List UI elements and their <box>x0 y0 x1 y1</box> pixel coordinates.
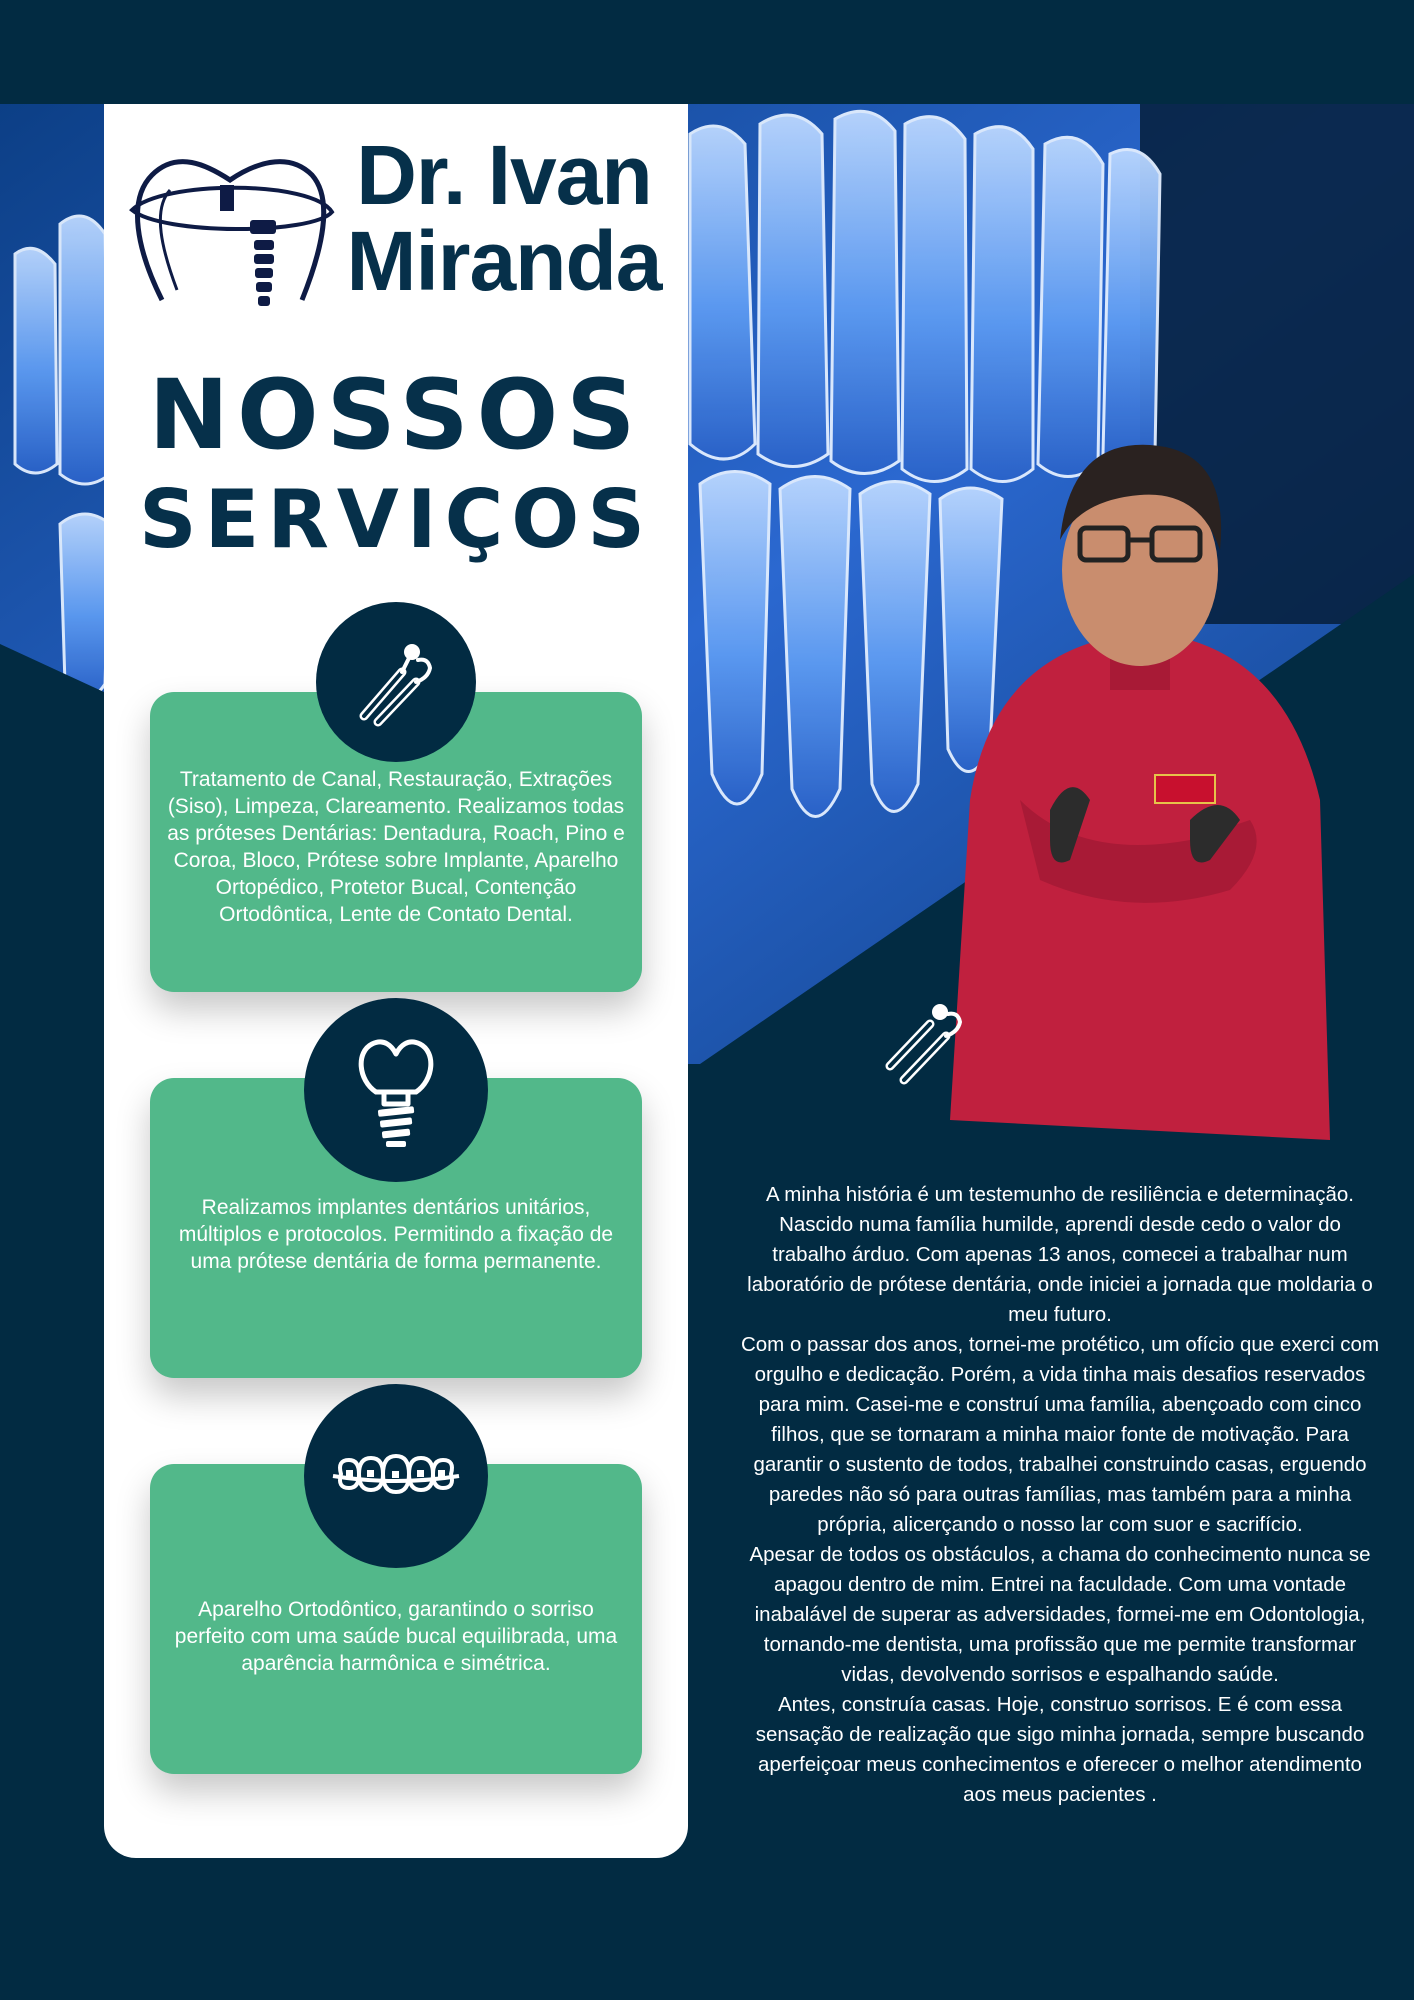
service-description: Aparelho Ortodôntico, garantindo o sorriso perfeito com uma saúde bucal equilibrada, uma aparência harmônica e simétrica. <box>174 1598 618 1675</box>
service-icon-badge <box>316 602 476 762</box>
services-title-line1: NOSSOS <box>148 359 644 471</box>
story-paragraph: Apesar de todos os obstáculos, a chama do conhecimento nunca se apagou dentro de mim. Entrei na faculdade. Com uma vontade inabalável de superar as adversidades, formei-me em Odontologia, tornando-me dentista, uma profissão que me permite transformar vidas, devolvendo sorrisos e espalhando saúde. <box>749 1543 1371 1686</box>
story-paragraph: Com o passar dos anos, tornei-me protético, um ofício que exerci com orgulho e dedicação. Porém, a vida tinha mais desafios reservados para mim. Casei-me e construí uma família, abençoado com cinco filhos, que se tornaram a minha maior fonte de motivação. Para garantir o sustento de todos, trabalhei construindo casas, erguendo paredes não só para outras famílias, mas também para a minha própria, alicerçando o nosso lar com suor e sacrifício. <box>740 1333 1380 1536</box>
story-paragraph: A minha história é um testemunho de resiliência e determinação. Nascido numa família humilde, aprendi desde cedo o valor do trabalho árduo. Com apenas 13 anos, comecei a trabalhar num laboratório de prótese dentária, onde iniciei a jornada que moldaria o meu futuro. <box>747 1183 1373 1326</box>
story-paragraph: Antes, construía casas. Hoje, construo sorrisos. E é com essa sensação de realização que sigo minha jornada, sempre buscando aperfeiçoar meus conhecimentos e oferecer o melhor atendimento aos meus pacientes . <box>755 1693 1365 1806</box>
doctor-photo <box>930 420 1350 1150</box>
service-icon-badge <box>304 1384 488 1568</box>
service-description: Realizamos implantes dentários unitários, múltiplos e protocolos. Permitindo a fixação de uma prótese dentária de forma permanente. <box>178 1196 614 1273</box>
doctor-name-line2: Miranda <box>346 214 662 308</box>
top-band <box>0 0 1414 104</box>
braces-icon <box>331 1446 461 1506</box>
doctor-story <box>740 1180 1380 1810</box>
dental-implant-icon <box>346 1030 446 1150</box>
service-icon-badge <box>304 998 488 1182</box>
service-description: Tratamento de Canal, Restauração, Extrações (Siso), Limpeza, Clareamento. Realizamos todas as próteses Dentárias: Dentadura, Roach, Pino e Coroa, Bloco, Prótese sobre Implante, Aparelho Ortopédico, Protetor Bucal, Contenção Ortodôntica, Lente de Contato Dental. <box>167 768 625 926</box>
services-title-line2: SERVIÇOS <box>139 473 653 566</box>
doctor-name-line1: Dr. Ivan <box>356 128 652 222</box>
dental-tools-icon <box>346 632 446 732</box>
doctor-name <box>334 128 674 308</box>
tooth-implant-logo <box>122 140 340 320</box>
dental-tools-icon <box>880 996 980 1096</box>
